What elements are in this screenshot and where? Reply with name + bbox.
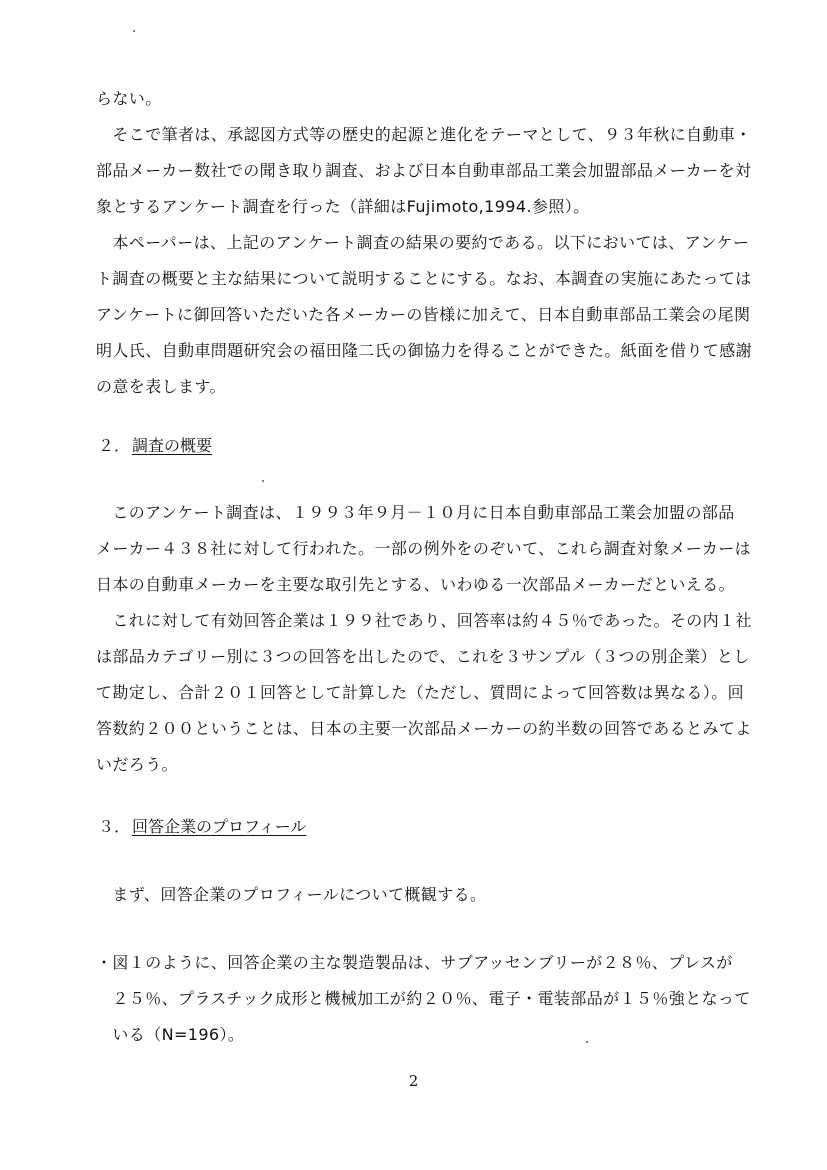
paragraph-line: いだろう。 <box>96 755 179 774</box>
section-number: ３． <box>98 817 131 836</box>
paragraph-line: 部品メーカー数社での聞き取り調査、および日本自動車部品工業会加盟部品メーカーを対 <box>96 161 752 180</box>
paragraph-line: 本ペーパーは、上記のアンケート調査の結果の要約である。以下においては、アンケー <box>96 233 750 252</box>
paragraph-line: メーカー４３８社に対して行われた。一部の例外をのぞいて、これら調査対象メーカーは <box>96 539 752 558</box>
scan-speck <box>262 480 264 482</box>
paragraph-line: このアンケート調査は、１９９３年９月－１０月に日本自動車部品工業会加盟の部品 <box>96 503 735 522</box>
paragraph-line: は部品カテゴリー別に３つの回答を出したので、これを３サンプル（３つの別企業）とし <box>96 647 750 666</box>
paragraph-line: 日本の自動車メーカーを主要な取引先とする、いわゆる一次部品メーカーだといえる。 <box>96 575 735 594</box>
bullet-line: いる（N=196）。 <box>96 1025 245 1044</box>
paragraph-line: て勘定し、合計２０１回答として計算した（ただし、質問によって回答数は異なる）。回 <box>96 683 745 702</box>
bullet-line: ・図１のように、回答企業の主な製造製品は、サブアッセンブリーが２８％、プレスが <box>96 953 733 972</box>
paragraph-line: まず、回答企業のプロフィールについて概観する。 <box>96 885 487 904</box>
scan-speck <box>133 30 135 32</box>
section-title: 調査の概要 <box>132 436 213 455</box>
scan-speck <box>586 1041 588 1043</box>
page-number: 2 <box>408 1072 419 1090</box>
paragraph-line: ト調査の概要と主な結果について説明することにする。なお、本調査の実施にあたっては <box>96 269 752 288</box>
paragraph-line: アンケートに御回答いただいた各メーカーの皆様に加えて、日本自動車部品工業会の尾関 <box>96 305 751 324</box>
paragraph-line: らない。 <box>96 89 162 108</box>
bullet-line: ２５％、プラスチック成形と機械加工が約２０％、電子・電装部品が１５％強となって <box>96 989 751 1008</box>
section-title: 回答企業のプロフィール <box>132 817 307 836</box>
paragraph-line: そこで筆者は、承認図方式等の歴史的起源と進化をテーマとして、９３年秋に自動車・ <box>96 125 752 144</box>
section-number: ２． <box>98 436 131 455</box>
section-heading <box>98 435 212 457</box>
section-heading <box>98 816 306 838</box>
paragraph-line: の意を表します。 <box>96 377 226 396</box>
paragraph-line: 象とするアンケート調査を行った（詳細はFujimoto,1994.参照）。 <box>96 197 590 216</box>
paragraph-line: 明人氏、自動車問題研究会の福田隆二氏の御協力を得ることができた。紙面を借りて感謝 <box>96 341 753 360</box>
paragraph-line: これに対して有効回答企業は１９９社であり、回答率は約４５％であった。その内１社 <box>96 611 752 630</box>
paragraph-line: 答数約２００ということは、日本の主要一次部品メーカーの約半数の回答であるとみてよ <box>96 719 752 738</box>
